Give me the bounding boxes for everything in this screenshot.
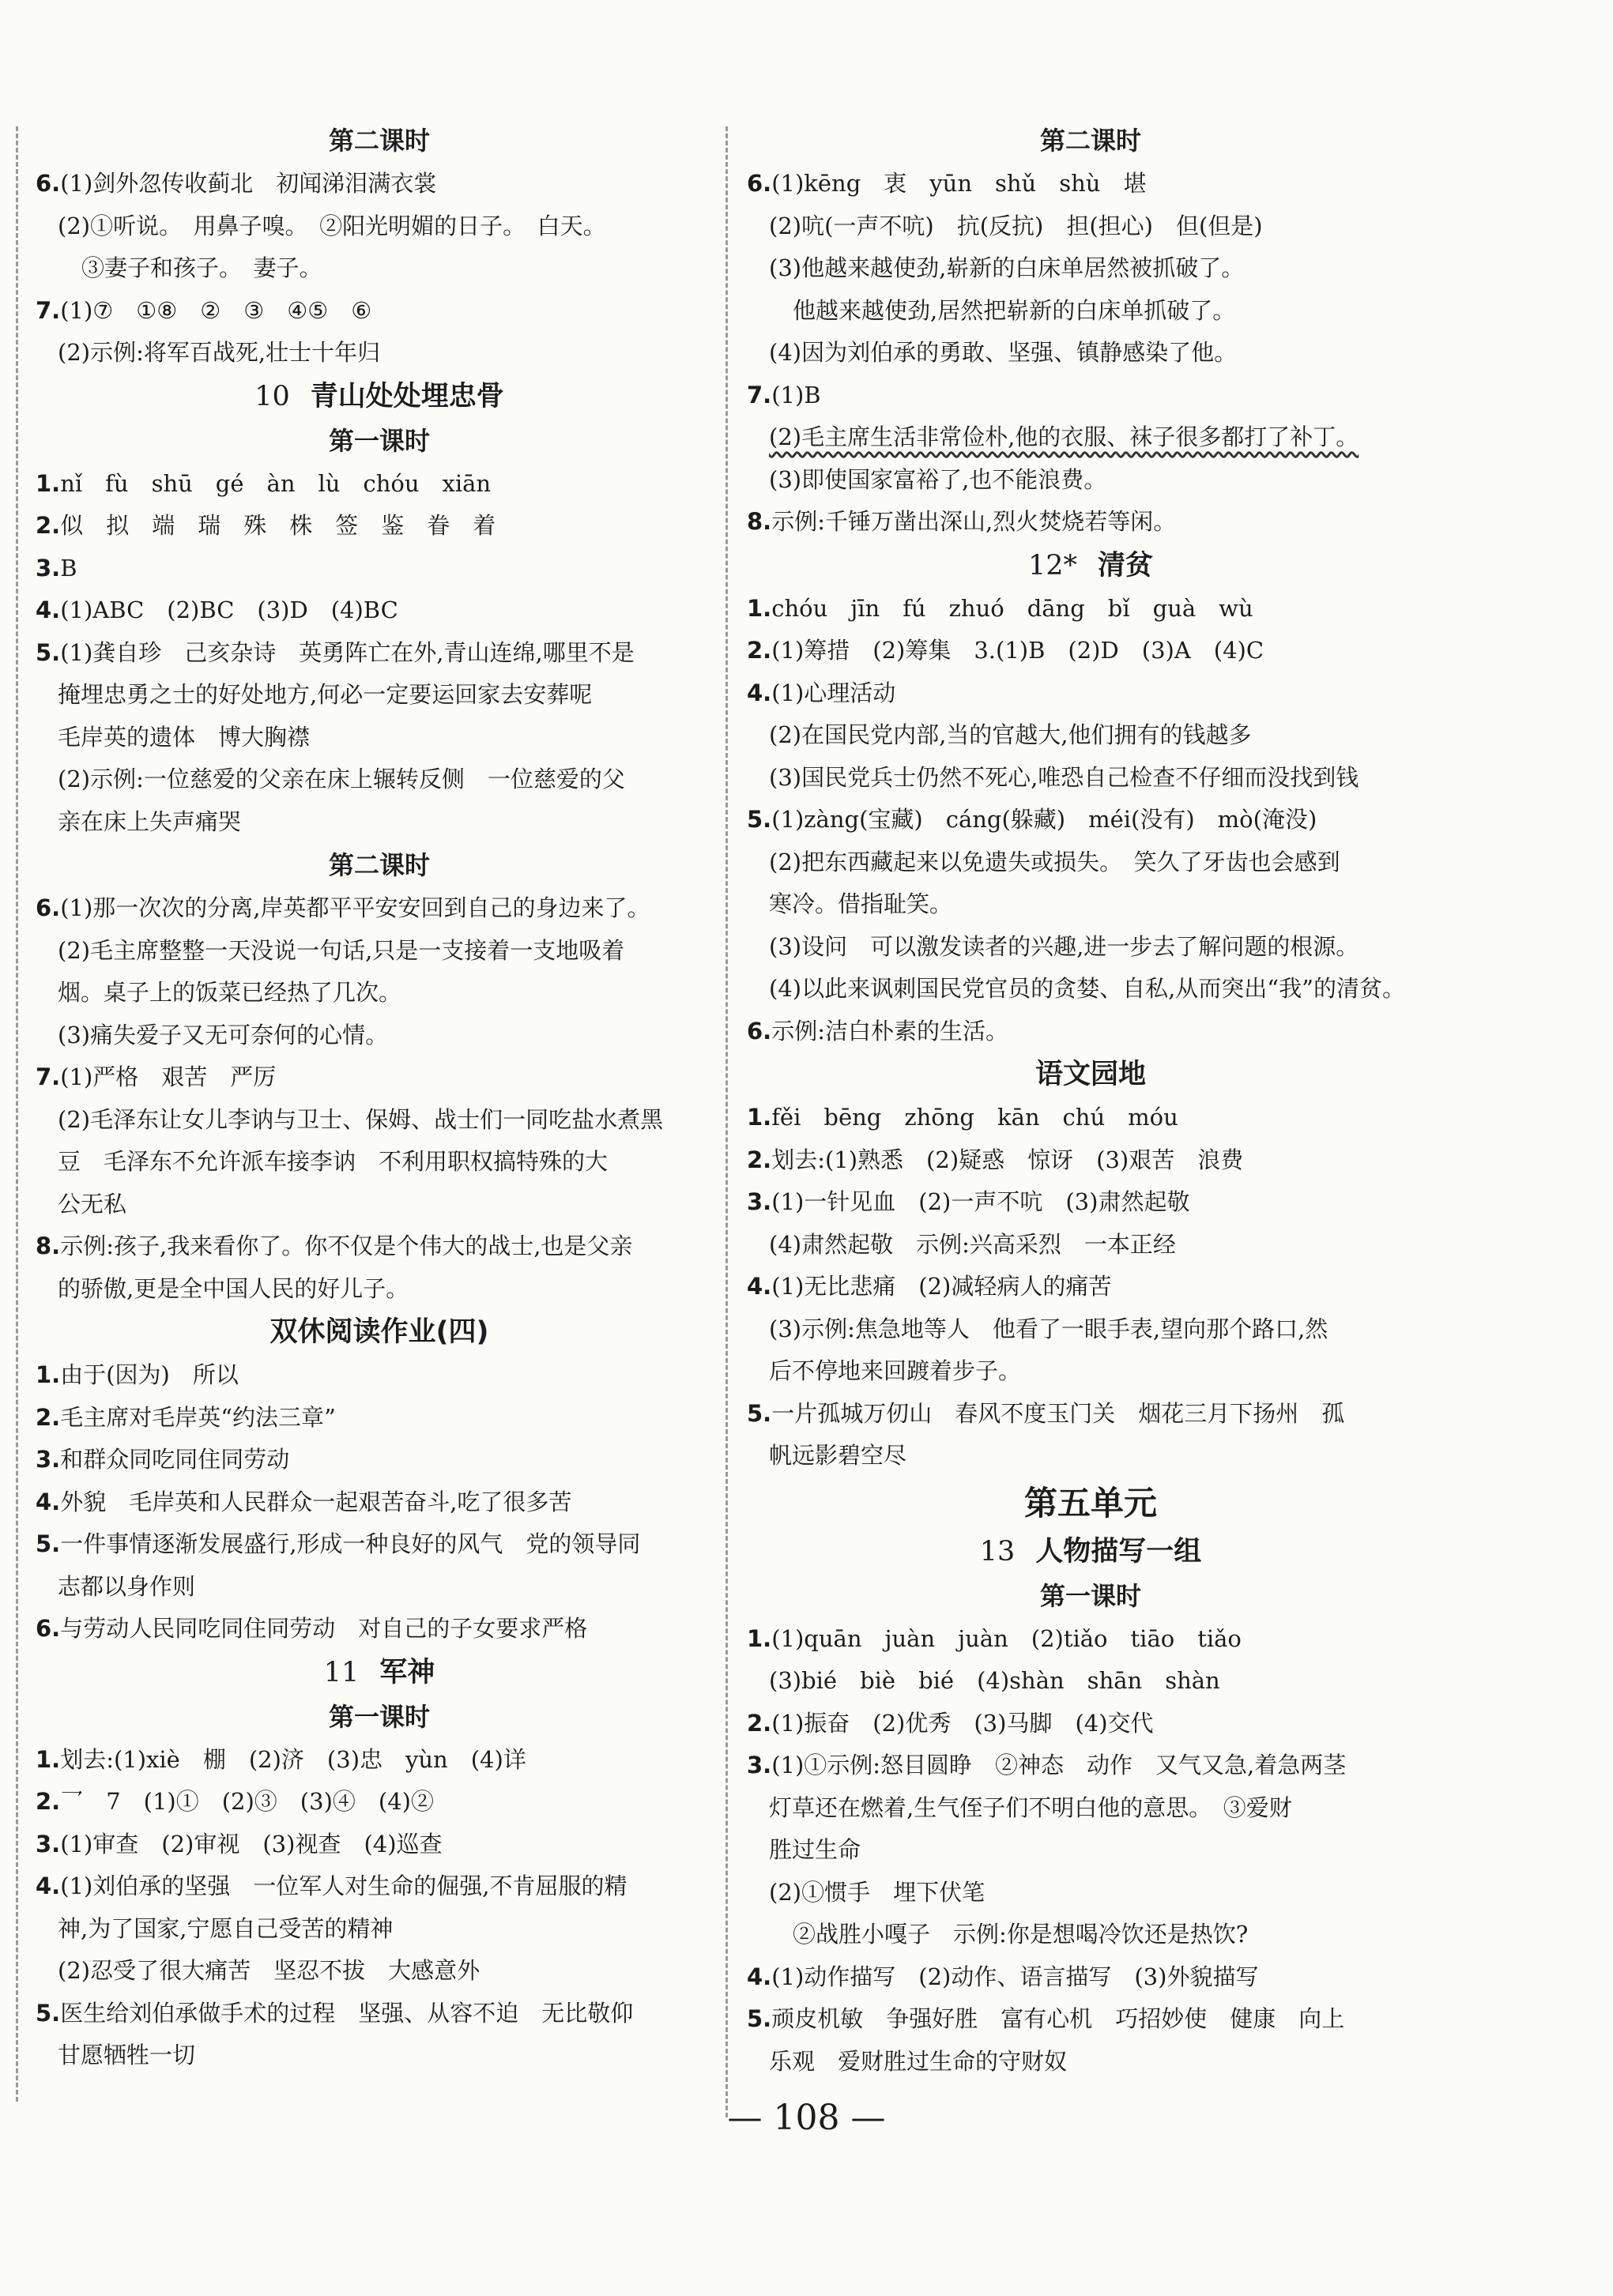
answer-text: 的骄傲,更是全中国人民的好儿子。 — [58, 1274, 409, 1302]
answer-text: 毛岸英的遗体 博大胸襟 — [58, 723, 311, 751]
page-number: — 108 — — [727, 2098, 886, 2138]
answer-line — [747, 1181, 1434, 1224]
question-number: 1. — [36, 1361, 61, 1388]
question-number: 2. — [36, 1788, 61, 1815]
question-number: 2. — [36, 512, 61, 539]
heading-text: 双休阅读作业(四) — [269, 1316, 489, 1348]
question-number: 6. — [36, 170, 61, 197]
answer-text: 烟。桌子上的饭菜已经热了几次。 — [58, 979, 402, 1006]
answer-line — [36, 887, 723, 930]
section-heading — [747, 1052, 1434, 1097]
answer-line — [36, 505, 723, 548]
answer-text: 毛主席对毛岸英“约法三章” — [60, 1403, 336, 1431]
question-number: 5. — [747, 1399, 772, 1427]
heading-text: 第五单元 — [1023, 1483, 1157, 1523]
lesson-number: 13 — [979, 1535, 1016, 1568]
answer-line — [36, 1481, 723, 1524]
answer-line — [747, 1435, 1434, 1477]
answer-line — [36, 1566, 723, 1609]
answer-line — [36, 1397, 723, 1440]
answer-line — [747, 1097, 1434, 1139]
question-number: 7. — [36, 296, 61, 324]
answer-line — [36, 1099, 723, 1142]
answer-line — [36, 758, 723, 801]
lesson-number: 10 — [254, 380, 290, 412]
answer-line — [747, 841, 1434, 884]
answer-line — [36, 1439, 723, 1481]
section-heading — [747, 1530, 1434, 1574]
answer-line — [36, 1354, 723, 1397]
answer-line — [36, 163, 723, 205]
answer-line — [747, 1660, 1434, 1703]
answer-text: 后不停地来回踱着步子。 — [769, 1357, 1022, 1384]
answer-text: (1)振奋 (2)优秀 (3)马脚 (4)交代 — [771, 1709, 1154, 1737]
answer-text: (4)因为刘伯承的勇敢、坚强、镇静感染了他。 — [769, 339, 1238, 366]
answer-line — [747, 1308, 1434, 1351]
answer-text: 示例:孩子,我来看你了。你不仅是个伟大的战士,也是父亲 — [60, 1233, 633, 1259]
answer-text: B — [60, 554, 77, 582]
question-number: 1. — [747, 1104, 772, 1131]
heading-text: 第一课时 — [328, 425, 430, 456]
answer-line — [747, 672, 1434, 715]
answer-text: (2)毛泽东让女儿李讷与卫士、保姆、战士们一同吃盐水煮黑 — [58, 1105, 664, 1133]
heading-text: 青山处处埋忠骨 — [310, 380, 504, 412]
answer-text: (3)国民党兵士仍然不死心,唯恐自己检查不仔细而没找到钱 — [769, 763, 1359, 791]
question-number: 3. — [36, 1446, 61, 1473]
answer-line — [36, 1739, 723, 1782]
answer-line — [36, 548, 723, 590]
question-number: 6. — [36, 894, 61, 921]
question-number: 3. — [747, 1188, 772, 1215]
question-number: 4. — [36, 597, 61, 623]
answer-text: (2)毛主席整整一天没说一句话,只是一支接着一支地吸着 — [58, 936, 625, 964]
lesson-period-heading — [36, 843, 723, 887]
answer-text: 公无私 — [58, 1190, 127, 1218]
answer-line — [36, 1225, 723, 1268]
answer-line — [747, 1224, 1434, 1267]
answer-line — [747, 1872, 1434, 1914]
answer-line — [747, 1787, 1434, 1830]
answer-text: (2)①听说。 用鼻子嗅。 ②阳光明媚的日子。 白天。 — [58, 212, 606, 239]
answer-text: (1)ABC (2)BC (3)D (4)BC — [60, 597, 398, 623]
answer-text: 和群众同吃同住同劳动 — [60, 1446, 290, 1473]
answer-line — [36, 1014, 723, 1057]
answer-line — [747, 1829, 1434, 1872]
answer-text: 顽皮机敏 争强好胜 富有心机 巧招妙使 健康 向上 — [771, 2005, 1345, 2032]
answer-text: (2)毛主席生活非常俭朴,他的衣服、袜子很多都打了补丁。 — [769, 423, 1359, 450]
answer-line — [36, 1908, 723, 1951]
answer-line — [747, 375, 1434, 417]
answer-text: (3)bié biè bié (4)shàn shān shàn — [769, 1667, 1220, 1694]
question-number: 8. — [747, 508, 772, 535]
answer-text: 与劳动人民同吃同住同劳动 对自己的子女要求严格 — [60, 1615, 588, 1642]
question-number: 5. — [36, 1999, 61, 2027]
left-column — [36, 119, 723, 2077]
answer-text: 乛 7 (1)① (2)③ (3)④ (4)② — [60, 1788, 434, 1815]
answer-line — [747, 1703, 1434, 1745]
answer-line — [36, 1608, 723, 1650]
answer-line — [747, 1956, 1434, 1999]
answer-text: 外貌 毛岸英和人民群众一起艰苦奋斗,吃了很多苦 — [60, 1488, 572, 1515]
answer-text: (2)示例:将军百战死,壮士十年归 — [58, 339, 381, 366]
question-number: 2. — [747, 637, 772, 664]
heading-text: 第二课时 — [1039, 126, 1141, 156]
answer-line — [747, 714, 1434, 757]
answer-line — [36, 205, 723, 248]
answer-line — [36, 1523, 723, 1566]
answer-text: (4)肃然起敬 示例:兴高采烈 一本正经 — [769, 1230, 1176, 1258]
answer-line — [36, 1184, 723, 1226]
answer-line — [747, 290, 1434, 333]
question-number: 6. — [36, 1615, 61, 1642]
right-column — [747, 119, 1434, 2083]
answer-line — [36, 717, 723, 759]
answer-line — [747, 1011, 1434, 1053]
answer-line — [36, 1781, 723, 1824]
question-number: 8. — [36, 1233, 61, 1259]
answer-text: 帆远影碧空尽 — [769, 1442, 907, 1469]
answer-text: 一片孤城万仞山 春风不度玉门关 烟花三月下扬州 孤 — [771, 1399, 1345, 1427]
answer-line — [747, 416, 1434, 459]
answer-text: (1)严格 艰苦 严厉 — [60, 1063, 277, 1090]
answer-line — [36, 1824, 723, 1866]
lesson-period-heading — [36, 419, 723, 463]
question-number: 4. — [747, 1963, 772, 1990]
answer-text: 甘愿牺牲一切 — [58, 2042, 196, 2068]
answer-text: (2)示例:一位慈爱的父亲在床上辗转反侧 一位慈爱的父 — [58, 766, 625, 792]
question-number: 7. — [747, 381, 772, 408]
question-number: 5. — [747, 806, 772, 833]
answer-line — [747, 459, 1434, 502]
section-heading — [36, 375, 723, 419]
answer-line — [747, 2041, 1434, 2083]
lesson-period-heading — [747, 119, 1434, 163]
answer-line — [747, 1393, 1434, 1436]
question-number: 1. — [747, 1624, 772, 1652]
answer-line — [747, 163, 1434, 205]
answer-line — [36, 801, 723, 844]
question-number: 3. — [36, 1830, 61, 1858]
answer-text: (1)无比悲痛 (2)减轻病人的痛苦 — [771, 1273, 1112, 1300]
heading-text: 人物描写一组 — [1035, 1535, 1202, 1568]
question-number: 4. — [36, 1873, 61, 1899]
answer-text: (1)①示例:怒目圆睁 ②神态 动作 又气又急,着急两茎 — [771, 1752, 1347, 1778]
answer-line — [747, 968, 1434, 1011]
answer-text: (1)审查 (2)审视 (3)视查 (4)巡查 — [60, 1830, 443, 1858]
answer-line — [747, 501, 1434, 544]
lesson-period-heading — [36, 1695, 723, 1739]
question-number: 2. — [747, 1709, 772, 1737]
question-number: 6. — [747, 170, 772, 197]
answer-text: (3)他越来越使劲,崭新的白床单居然被抓破了。 — [769, 254, 1245, 281]
answer-text: 似 拟 端 瑞 殊 株 签 鉴 眷 着 — [60, 512, 496, 539]
question-number: 4. — [747, 679, 772, 706]
answer-text: (2)在国民党内部,当的官越大,他们拥有的钱越多 — [769, 721, 1252, 748]
heading-text: 军神 — [379, 1656, 435, 1688]
question-number: 3. — [36, 554, 61, 582]
answer-text: (2)把东西藏起来以免遗失或损失。 笑久了牙齿也会感到 — [769, 848, 1340, 875]
answer-line — [747, 1998, 1434, 2041]
answer-text: (1)剑外忽传收蓟北 初闻涕泪满衣裳 — [60, 170, 437, 197]
answer-line — [36, 247, 723, 290]
answer-line — [747, 799, 1434, 841]
question-number: 1. — [747, 594, 772, 622]
heading-text: 第一课时 — [328, 1701, 430, 1732]
heading-text: 第二课时 — [328, 850, 430, 880]
answer-text: (1)刘伯承的坚强 一位军人对生命的倔强,不肯屈服的精 — [60, 1873, 627, 1899]
answer-line — [36, 1141, 723, 1184]
question-number: 4. — [747, 1273, 772, 1300]
answer-text: (1)B — [771, 381, 821, 408]
answer-line — [36, 1865, 723, 1908]
answer-line — [36, 2034, 723, 2077]
answer-text: (1)⑦ ①⑧ ② ③ ④⑤ ⑥ — [60, 296, 372, 324]
answer-text: (1)quān juàn juàn (2)tiǎo tiāo tiǎo — [771, 1624, 1242, 1652]
answer-text: 亲在床上失声痛哭 — [58, 807, 242, 835]
answer-line — [747, 247, 1434, 290]
answer-line — [36, 972, 723, 1014]
question-number: 1. — [36, 1745, 61, 1773]
answer-text: (3)设问 可以激发读者的兴趣,进一步去了解问题的根源。 — [769, 932, 1359, 960]
answer-text: 掩埋忠勇之士的好处地方,何必一定要运回家去安葬呢 — [58, 681, 593, 708]
answer-text: (2)吭(一声不吭) 抗(反抗) 担(担心) 但(但是) — [769, 212, 1263, 239]
answer-text: (3)痛失爱子又无可奈何的心情。 — [58, 1021, 389, 1048]
answer-text: (2)①惯手 埋下伏笔 — [769, 1878, 986, 1906]
answer-text: 划去:(1)xiè 棚 (2)济 (3)忠 yùn (4)详 — [60, 1745, 526, 1773]
question-number: 6. — [747, 1017, 772, 1044]
answer-line — [36, 674, 723, 717]
answer-line — [747, 757, 1434, 800]
answer-line — [747, 205, 1434, 248]
answer-text: ③妻子和孩子。 妻子。 — [81, 254, 322, 281]
answer-line — [36, 290, 723, 333]
answer-text: 一件事情逐渐发展盛行,形成一种良好的风气 党的领导同 — [60, 1530, 641, 1557]
answer-text: (4)以此来讽刺国民党官员的贪婪、自私,从而突出“我”的清贫。 — [769, 975, 1405, 1002]
question-number: 7. — [36, 1063, 61, 1090]
question-number: 5. — [747, 2005, 772, 2032]
lesson-number: 11 — [323, 1656, 360, 1688]
answer-line — [36, 1993, 723, 2035]
question-number: 5. — [36, 1530, 61, 1557]
answer-line — [747, 1139, 1434, 1182]
section-heading — [747, 544, 1434, 588]
answer-text: 豆 毛泽东不允许派车接李讷 不利用职权搞特殊的大 — [58, 1148, 609, 1175]
answer-text: 灯草还在燃着,生气侄子们不明白他的意思。 ③爱财 — [769, 1794, 1292, 1821]
answer-text: ②战胜小嘎子 示例:你是想喝冷饮还是热饮? — [793, 1921, 1249, 1948]
question-number: 5. — [36, 638, 61, 666]
answer-text: 神,为了国家,宁愿自己受苦的精神 — [58, 1914, 394, 1942]
section-heading — [36, 1650, 723, 1695]
answer-line — [36, 463, 723, 506]
answer-text: (1)一针见血 (2)一声不吭 (3)肃然起敬 — [771, 1188, 1190, 1215]
answer-text: (1)筹措 (2)筹集 3.(1)B (2)D (3)A (4)C — [771, 637, 1264, 664]
answer-line — [747, 1350, 1434, 1393]
answer-line — [36, 632, 723, 675]
answer-text: (3)即使国家富裕了,也不能浪费。 — [769, 465, 1107, 493]
lesson-period-heading — [36, 119, 723, 163]
column-divider — [725, 126, 728, 2117]
answer-line — [747, 588, 1434, 630]
section-heading — [36, 1310, 723, 1354]
answer-line — [36, 930, 723, 973]
question-number: 2. — [747, 1146, 772, 1173]
lesson-number: 12* — [1027, 549, 1078, 582]
answer-line — [747, 1266, 1434, 1308]
answer-line — [747, 332, 1434, 375]
answer-text: (1)心理活动 — [771, 679, 896, 706]
answer-text: nǐ fù shū gé àn lù chóu xiān — [60, 469, 492, 497]
answer-line — [747, 1618, 1434, 1661]
question-number: 4. — [36, 1488, 61, 1515]
answer-text: 胜过生命 — [769, 1836, 861, 1863]
answer-text: 寒冷。借指耻笑。 — [769, 890, 953, 917]
answer-line — [747, 926, 1434, 969]
answer-text: 乐观 爱财胜过生命的守财奴 — [769, 2047, 1068, 2075]
question-number: 3. — [747, 1752, 772, 1778]
answer-line — [747, 630, 1434, 672]
lesson-period-heading — [747, 1574, 1434, 1618]
answer-text: 示例:千锤万凿出深山,烈火焚烧若等闲。 — [771, 508, 1177, 535]
answer-line — [36, 1950, 723, 1993]
answer-line — [36, 1268, 723, 1311]
answer-text: 示例:洁白朴素的生活。 — [771, 1017, 1008, 1044]
heading-text: 清贫 — [1098, 549, 1154, 582]
unit-heading — [747, 1477, 1434, 1530]
answer-text: 由于(因为) 所以 — [60, 1361, 239, 1388]
answer-line — [747, 883, 1434, 926]
question-number: 1. — [36, 469, 61, 497]
heading-text: 第二课时 — [328, 126, 430, 156]
answer-text: 医生给刘伯承做手术的过程 坚强、从容不迫 无比敬仰 — [60, 1999, 634, 2027]
answer-text: 志都以身作则 — [58, 1572, 196, 1600]
answer-text: chóu jīn fú zhuó dāng bǐ guà wù — [771, 594, 1253, 622]
answer-line — [36, 589, 723, 632]
answer-text: (1)kēng 衷 yūn shǔ shù 堪 — [771, 170, 1147, 197]
left-margin-divider — [16, 126, 18, 2102]
heading-text: 第一课时 — [1039, 1580, 1141, 1611]
answer-text: (1)龚自珍 己亥杂诗 英勇阵亡在外,青山连绵,哪里不是 — [60, 638, 635, 666]
answer-text: (1)zàng(宝藏) cáng(躲藏) méi(没有) mò(淹没) — [771, 806, 1317, 833]
answer-text: 划去:(1)熟悉 (2)疑惑 惊讶 (3)艰苦 浪费 — [771, 1146, 1244, 1173]
answer-line — [36, 332, 723, 375]
answer-text: (1)动作描写 (2)动作、语言描写 (3)外貌描写 — [771, 1963, 1259, 1990]
answer-text: 他越来越使劲,居然把崭新的白床单抓破了。 — [793, 296, 1236, 324]
answer-text: (2)忍受了很大痛苦 坚忍不拔 大感意外 — [58, 1957, 481, 1984]
answer-line — [747, 1914, 1434, 1956]
answer-text: (3)示例:焦急地等人 他看了一眼手表,望向那个路口,然 — [769, 1315, 1328, 1342]
question-number: 2. — [36, 1403, 61, 1431]
heading-text: 语文园地 — [1035, 1059, 1146, 1090]
answer-line — [747, 1745, 1434, 1787]
answer-text: (1)那一次次的分离,岸英都平平安安回到自己的身边来了。 — [60, 894, 650, 921]
answer-text: fěi bēng zhōng kān chú móu — [771, 1104, 1178, 1131]
answer-line — [36, 1056, 723, 1099]
